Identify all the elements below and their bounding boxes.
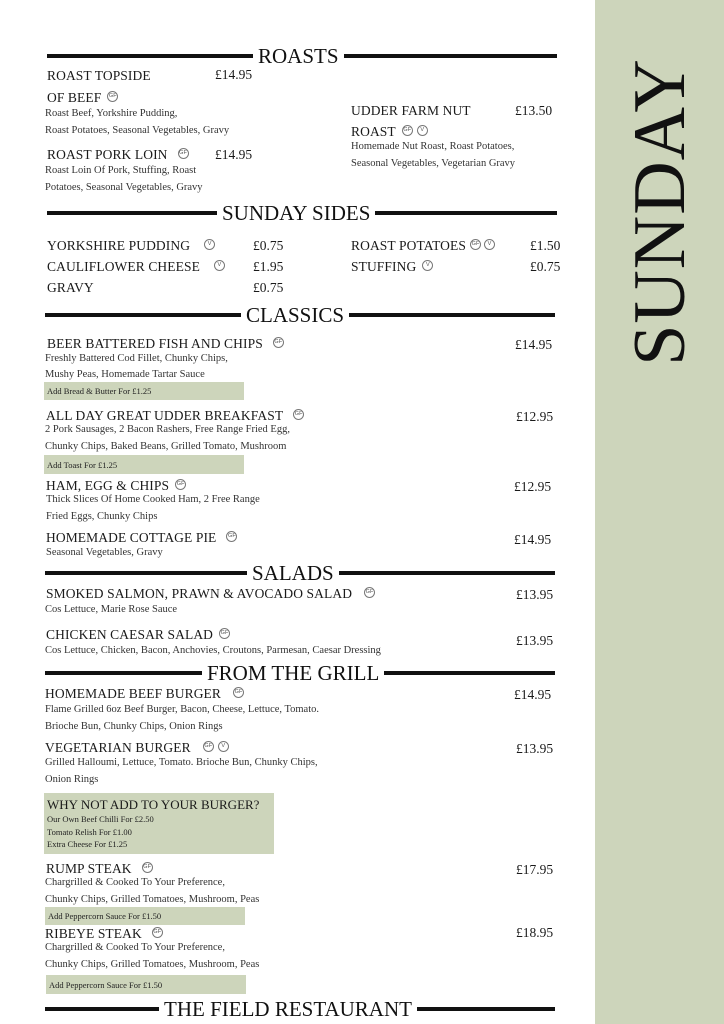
burger-addon-item: Tomato Relish For £1.00	[47, 826, 132, 837]
item-name-text: BEER BATTERED FISH AND CHIPS	[47, 336, 263, 351]
item-price: £13.95	[516, 633, 554, 648]
item-name	[46, 586, 375, 602]
item-name-text: SMOKED SALMON, PRAWN & AVOCADO SALAD	[46, 586, 353, 601]
item-desc: Seasonal Vegetables, Gravy	[46, 547, 163, 558]
item-name-text: ALL DAY GREAT UDDER BREAKFAST	[46, 408, 284, 423]
item-name-text: RIBEYE STEAK	[45, 926, 142, 941]
side-price: £0.75	[530, 259, 561, 274]
divider	[47, 54, 253, 58]
gluten-free-icon: GF	[142, 862, 153, 873]
section-roasts-header	[47, 44, 557, 68]
item-desc: Flame Grilled 6oz Beef Burger, Bacon, Cheese, Lettuce, Tomato.	[45, 704, 319, 715]
item-price: £18.95	[516, 925, 554, 940]
item-desc: Mushy Peas, Homemade Tartar Sauce	[45, 369, 205, 380]
item-name	[46, 478, 186, 494]
item-desc: Thick Slices Of Home Cooked Ham, 2 Free Range	[46, 494, 260, 505]
item-desc: Chargrilled & Cooked To Your Preference,	[45, 877, 225, 888]
item-desc: Roast Loin Of Pork, Stuffing, Roast	[45, 165, 197, 176]
gluten-free-icon: GF	[273, 337, 284, 348]
gluten-free-icon: GF	[152, 927, 163, 938]
item-name	[45, 740, 229, 756]
section-classics-header	[45, 303, 555, 327]
gluten-free-icon: GF	[203, 741, 214, 752]
divider	[45, 571, 247, 575]
gluten-free-icon: GF	[233, 687, 244, 698]
burger-addon-item: Extra Cheese For £1.25	[47, 839, 128, 849]
side-name-text: STUFFING	[351, 259, 417, 274]
side-price: £1.50	[530, 238, 561, 253]
item-desc: Homemade Nut Roast, Roast Potatoes,	[351, 141, 515, 152]
item-price: £14.95	[515, 337, 553, 352]
divider	[339, 571, 555, 575]
item-name-text: HOMEMADE BEEF BURGER	[45, 686, 222, 701]
vegetarian-icon: V	[214, 260, 225, 271]
side-price: £0.75	[253, 280, 284, 295]
item-price: £17.95	[516, 862, 554, 877]
divider	[45, 313, 241, 317]
item-desc: Chunky Chips, Grilled Tomatoes, Mushroom, Peas	[45, 894, 260, 905]
side-price: £0.75	[253, 238, 284, 253]
item-name-text: OF BEEF	[47, 90, 102, 105]
addon-bread: Add Bread & Butter For £1.25	[44, 382, 244, 400]
item-name-text: VEGETARIAN BURGER	[45, 740, 191, 755]
item-desc: Potatoes, Seasonal Vegetables, Gravy	[45, 182, 203, 193]
gluten-free-icon: GF	[107, 91, 118, 102]
side-name-text: YORKSHIRE PUDDING	[47, 238, 191, 253]
vegetarian-icon: V	[204, 239, 215, 250]
item-desc: Cos Lettuce, Chicken, Bacon, Anchovies, Croutons, Parmesan, Caesar Dressing	[45, 645, 381, 656]
item-price: £14.95	[215, 147, 253, 162]
side-name	[351, 238, 495, 254]
divider	[45, 671, 202, 675]
side-name	[351, 259, 433, 275]
section-title: SALADS	[252, 560, 334, 585]
item-price: £14.95	[514, 687, 552, 702]
gluten-free-icon: GF	[175, 479, 186, 490]
gluten-free-icon: GF	[364, 587, 375, 598]
section-title: CLASSICS	[246, 302, 345, 327]
vegetarian-icon: V	[417, 125, 428, 136]
footer-restaurant-name	[45, 997, 555, 1021]
item-name-text: ROAST	[351, 124, 396, 139]
side-price: £1.95	[253, 259, 284, 274]
gluten-free-icon: GF	[293, 409, 304, 420]
item-name	[46, 408, 304, 424]
item-desc: Cos Lettuce, Marie Rose Sauce	[45, 604, 178, 615]
side-name: GRAVY	[47, 280, 94, 295]
divider	[417, 1007, 555, 1011]
item-name	[351, 124, 428, 140]
section-salads-header	[45, 561, 555, 585]
item-desc: Seasonal Vegetables, Vegetarian Gravy	[351, 158, 516, 169]
item-price: £14.95	[215, 67, 253, 82]
addon-toast: Add Toast For £1.25	[44, 455, 244, 474]
side-name-text: CAULIFLOWER CHEESE	[47, 259, 200, 274]
item-name: UDDER FARM NUT	[351, 103, 471, 118]
section-grill-header	[45, 661, 555, 685]
item-price: £14.95	[514, 532, 552, 547]
item-desc: Onion Rings	[45, 774, 99, 785]
gluten-free-icon: GF	[470, 239, 481, 250]
divider	[344, 54, 557, 58]
item-desc: Chargrilled & Cooked To Your Preference,	[45, 942, 225, 953]
item-desc: 2 Pork Sausages, 2 Bacon Rashers, Free Range Fried Egg,	[45, 424, 290, 435]
item-name	[47, 90, 118, 106]
gluten-free-icon: GF	[226, 531, 237, 542]
side-name	[47, 259, 225, 275]
item-price: £12.95	[516, 409, 554, 424]
addon-peppercorn: Add Peppercorn Sauce For £1.50	[45, 907, 245, 925]
item-name	[46, 530, 237, 546]
item-desc: Fried Eggs, Chunky Chips	[46, 511, 158, 522]
burger-addons-title: WHY NOT ADD TO YOUR BURGER?	[47, 797, 260, 812]
item-name-text: HOMEMADE COTTAGE PIE	[46, 530, 217, 545]
side-name	[47, 238, 215, 254]
gluten-free-icon: GF	[219, 628, 230, 639]
burger-addons-box	[44, 793, 274, 854]
item-desc: Brioche Bun, Chunky Chips, Onion Rings	[45, 721, 223, 732]
vegetarian-icon: V	[484, 239, 495, 250]
item-desc: Roast Beef, Yorkshire Pudding,	[45, 108, 178, 119]
divider	[375, 211, 557, 215]
item-name: ROAST TOPSIDE	[47, 68, 151, 83]
item-name	[46, 861, 153, 877]
item-price: £13.95	[516, 587, 554, 602]
item-name-text: CHICKEN CAESAR SALAD	[46, 627, 214, 642]
item-name	[47, 147, 189, 163]
sidebar-title: SUNDAY	[619, 58, 701, 366]
gluten-free-icon: GF	[402, 125, 413, 136]
section-title: ROASTS	[258, 43, 339, 68]
item-desc: Freshly Battered Cod Fillet, Chunky Chips,	[45, 353, 228, 364]
item-name	[45, 926, 163, 942]
gluten-free-icon: GF	[178, 148, 189, 159]
item-name-text: ROAST PORK LOIN	[47, 147, 168, 162]
burger-addon-item: Our Own Beef Chilli For £2.50	[47, 814, 154, 824]
divider	[47, 211, 217, 215]
divider	[384, 671, 555, 675]
item-name-text: HAM, EGG & CHIPS	[46, 478, 170, 493]
item-name	[45, 686, 244, 702]
item-price: £13.95	[516, 741, 554, 756]
item-name	[47, 336, 284, 352]
restaurant-name: THE FIELD RESTAURANT	[164, 996, 412, 1021]
section-title: SUNDAY SIDES	[222, 200, 371, 225]
item-desc: Roast Potatoes, Seasonal Vegetables, Gravy	[45, 125, 230, 136]
divider	[349, 313, 555, 317]
section-sides-header	[47, 201, 557, 225]
item-price: £13.50	[515, 103, 553, 118]
vegetarian-icon: V	[422, 260, 433, 271]
side-name-text: ROAST POTATOES	[351, 238, 466, 253]
item-name-text: RUMP STEAK	[46, 861, 132, 876]
addon-peppercorn: Add Peppercorn Sauce For £1.50	[46, 975, 246, 994]
item-desc: Chunky Chips, Baked Beans, Grilled Tomato, Mushroom	[45, 441, 287, 452]
vegetarian-icon: V	[218, 741, 229, 752]
divider	[45, 1007, 159, 1011]
item-price: £12.95	[514, 479, 552, 494]
section-title: FROM THE GRILL	[207, 660, 380, 685]
item-name	[46, 627, 230, 643]
item-desc: Chunky Chips, Grilled Tomatoes, Mushroom, Peas	[45, 959, 260, 970]
item-desc: Grilled Halloumi, Lettuce, Tomato. Brioche Bun, Chunky Chips,	[45, 757, 318, 768]
